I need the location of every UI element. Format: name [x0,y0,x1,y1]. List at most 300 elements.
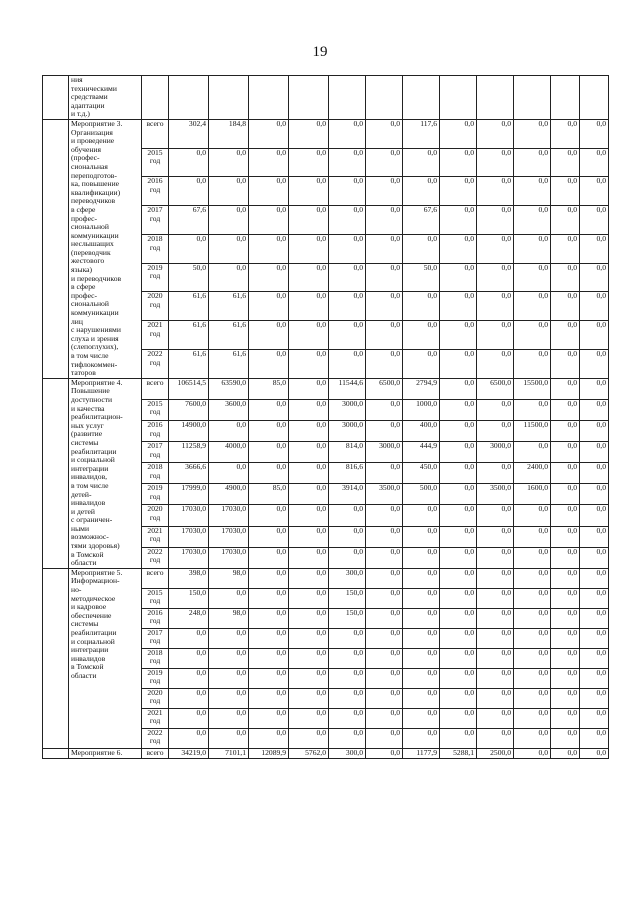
value-cell: 0,0 [289,378,329,399]
value-cell: 0,0 [551,628,580,648]
value-cell: 61,6 [169,349,209,378]
value-cell [580,76,609,120]
activity-line: Организация [71,127,113,137]
value-cell: 0,0 [580,378,609,399]
value-cell: 0,0 [329,263,366,292]
value-cell: 0,0 [551,321,580,350]
activity-line: обеспечение [71,610,112,620]
value-cell [514,76,551,120]
value-cell: 0,0 [514,547,551,568]
year-cell: всего [142,748,169,758]
value-cell: 0,0 [477,505,514,526]
value-cell: 0,0 [551,568,580,588]
table-row [43,119,609,148]
value-cell: 0,0 [551,263,580,292]
year-cell: 2021 год [142,321,169,350]
activity-line: реабилитации [71,446,117,456]
value-cell: 0,0 [366,608,403,628]
value-cell: 0,0 [440,608,477,628]
value-cell: 0,0 [169,628,209,648]
value-cell: 0,0 [551,463,580,484]
value-cell: 0,0 [249,608,289,628]
activity-line: возможнос- [71,532,109,542]
value-cell: 0,0 [477,263,514,292]
year-cell: 2021 год [142,526,169,547]
value-cell: 0,0 [289,234,329,263]
value-cell: 814,0 [329,442,366,463]
value-cell: 3000,0 [329,421,366,442]
value-cell: 0,0 [440,349,477,378]
value-cell: 0,0 [366,321,403,350]
activity-line: лиц [71,316,83,326]
value-cell: 150,0 [329,588,366,608]
value-cell: 150,0 [169,588,209,608]
value-cell: 98,0 [209,608,249,628]
activity-line: ными [71,523,90,533]
value-cell: 0,0 [329,547,366,568]
activity-line: в сфере [71,282,96,292]
activity-line: с ограничен- [71,515,113,525]
page-number: 19 [312,44,328,60]
value-cell: 150,0 [329,608,366,628]
value-cell: 0,0 [329,688,366,708]
value-cell: 0,0 [514,526,551,547]
value-cell [289,76,329,120]
value-cell: 0,0 [169,708,209,728]
value-cell: 500,0 [403,484,440,505]
value-cell: 5288,1 [440,748,477,758]
value-cell: 0,0 [514,442,551,463]
value-cell: 50,0 [403,263,440,292]
activity-line: и кадровое [71,602,107,612]
value-cell: 0,0 [580,349,609,378]
value-cell: 61,6 [209,349,249,378]
value-cell: 3000,0 [477,442,514,463]
value-cell: 0,0 [403,668,440,688]
value-cell: 0,0 [403,321,440,350]
value-cell: 0,0 [514,234,551,263]
activity-line: ных услуг [71,420,104,430]
activity-line: техническими [71,83,117,93]
value-cell: 0,0 [551,547,580,568]
value-cell: 0,0 [580,263,609,292]
value-cell: 0,0 [366,399,403,420]
value-cell: 67,6 [169,206,209,235]
activity-line: но- [71,585,82,595]
year-cell: 2020 год [142,292,169,321]
value-cell: 0,0 [249,148,289,177]
value-cell: 0,0 [580,234,609,263]
value-cell: 0,0 [477,628,514,648]
activity-cell [69,378,142,568]
value-cell: 0,0 [514,588,551,608]
value-cell: 0,0 [329,668,366,688]
year-cell: всего [142,568,169,588]
activity-line: языка) [71,265,93,275]
value-cell: 61,6 [209,292,249,321]
activity-line: интеграции [71,463,109,473]
activity-line: средствами [71,92,108,102]
value-cell: 17030,0 [169,547,209,568]
activity-line: Мероприятие 6. [71,748,123,757]
value-cell: 0,0 [580,505,609,526]
year-cell: 2022 год [142,728,169,748]
value-cell: 0,0 [514,708,551,728]
value-cell: 0,0 [514,505,551,526]
value-cell: 0,0 [366,628,403,648]
value-cell: 117,6 [403,119,440,148]
value-cell: 0,0 [551,668,580,688]
value-cell: 0,0 [440,234,477,263]
value-cell: 0,0 [289,292,329,321]
value-cell: 300,0 [329,748,366,758]
value-cell: 0,0 [209,463,249,484]
activity-line: переводчиков [71,196,116,206]
value-cell: 0,0 [403,588,440,608]
value-cell: 0,0 [366,349,403,378]
value-cell: 0,0 [403,349,440,378]
value-cell: 0,0 [477,688,514,708]
value-cell: 0,0 [403,708,440,728]
value-cell: 61,6 [169,321,209,350]
value-cell: 0,0 [209,177,249,206]
activity-line: методическое [71,593,116,603]
value-cell: 444,9 [403,442,440,463]
value-cell: 2794,9 [403,378,440,399]
value-cell: 0,0 [329,349,366,378]
activity-cell [69,76,142,120]
value-cell: 0,0 [580,421,609,442]
value-cell: 0,0 [551,378,580,399]
value-cell: 3600,0 [209,399,249,420]
value-cell: 0,0 [477,349,514,378]
value-cell: 0,0 [580,177,609,206]
value-cell: 0,0 [289,728,329,748]
value-cell: 0,0 [514,648,551,668]
value-cell: 0,0 [329,526,366,547]
value-cell: 3500,0 [477,484,514,505]
value-cell [209,76,249,120]
value-cell: 0,0 [477,588,514,608]
activity-line: сиональной [71,222,109,232]
activity-line: таторов [71,368,96,378]
value-cell: 0,0 [289,119,329,148]
activity-line: тями здоровья) [71,541,120,551]
value-cell: 0,0 [440,547,477,568]
value-cell [477,76,514,120]
value-cell: 0,0 [329,292,366,321]
value-cell: 0,0 [551,728,580,748]
value-cell: 0,0 [580,321,609,350]
value-cell: 0,0 [289,321,329,350]
value-cell: 0,0 [440,321,477,350]
value-cell: 0,0 [551,484,580,505]
value-cell: 0,0 [551,526,580,547]
value-cell: 0,0 [249,399,289,420]
value-cell: 0,0 [366,547,403,568]
year-cell: 2019 год [142,484,169,505]
value-cell: 0,0 [366,708,403,728]
value-cell: 0,0 [477,568,514,588]
value-cell: 0,0 [551,177,580,206]
value-cell: 0,0 [289,349,329,378]
year-cell: 2017 год [142,628,169,648]
activity-line: профес- [71,290,98,300]
value-cell: 0,0 [289,526,329,547]
value-cell: 0,0 [403,148,440,177]
value-cell: 0,0 [249,292,289,321]
value-cell: 0,0 [440,484,477,505]
value-cell: 0,0 [209,234,249,263]
value-cell: 0,0 [289,628,329,648]
value-cell: 0,0 [366,568,403,588]
value-cell: 0,0 [477,206,514,235]
value-cell: 0,0 [249,688,289,708]
value-cell: 0,0 [477,648,514,668]
value-cell: 0,0 [249,206,289,235]
activity-line: в том числе [71,480,109,490]
value-cell: 0,0 [169,148,209,177]
value-cell: 0,0 [514,119,551,148]
value-cell: 0,0 [403,608,440,628]
activity-line: в сфере [71,204,96,214]
value-cell: 0,0 [551,399,580,420]
value-cell: 0,0 [209,421,249,442]
value-cell: 0,0 [329,708,366,728]
value-cell: 0,0 [289,148,329,177]
value-cell: 0,0 [477,463,514,484]
value-cell: 0,0 [403,648,440,668]
value-cell: 398,0 [169,568,209,588]
year-cell: 2017 год [142,442,169,463]
activity-line: Мероприятие 4. [71,378,123,387]
activity-line: инвалидов [71,498,106,508]
value-cell: 2500,0 [477,748,514,758]
activity-line: коммуникации [71,308,119,318]
index-cell [43,76,69,120]
activity-line: Мероприятие 5. [71,568,123,577]
value-cell: 2400,0 [514,463,551,484]
value-cell: 0,0 [249,442,289,463]
value-cell: 0,0 [289,484,329,505]
activity-line: в Томской [71,662,104,672]
value-cell: 0,0 [169,688,209,708]
value-cell: 0,0 [366,148,403,177]
value-cell: 0,0 [477,728,514,748]
value-cell: 0,0 [440,292,477,321]
value-cell: 0,0 [209,648,249,668]
activity-line: (переводчик [71,247,111,257]
value-cell: 0,0 [477,119,514,148]
activity-line: обучения [71,144,101,154]
value-cell: 0,0 [249,568,289,588]
value-cell: 0,0 [249,648,289,668]
year-cell: 2018 год [142,463,169,484]
value-cell: 0,0 [440,378,477,399]
value-cell: 0,0 [329,505,366,526]
value-cell: 0,0 [514,668,551,688]
value-cell: 0,0 [514,292,551,321]
value-cell: 0,0 [329,648,366,668]
value-cell: 0,0 [249,349,289,378]
year-cell: 2015 год [142,148,169,177]
value-cell: 0,0 [551,588,580,608]
table-row [43,568,609,588]
value-cell: 0,0 [477,321,514,350]
value-cell: 0,0 [209,263,249,292]
value-cell: 3500,0 [366,484,403,505]
value-cell [366,76,403,120]
activity-line: области [71,670,97,680]
activity-line: реабилитацион- [71,412,123,422]
value-cell: 0,0 [580,547,609,568]
activity-line: квалификации) [71,187,121,197]
value-cell: 0,0 [209,728,249,748]
value-cell: 6500,0 [477,378,514,399]
value-cell: 17030,0 [209,505,249,526]
value-cell: 0,0 [403,568,440,588]
value-cell: 0,0 [329,728,366,748]
value-cell: 0,0 [477,177,514,206]
value-cell: 0,0 [580,568,609,588]
activity-line: (профес- [71,153,100,163]
value-cell: 0,0 [403,728,440,748]
value-cell: 0,0 [209,688,249,708]
value-cell: 0,0 [440,648,477,668]
value-cell: 0,0 [209,206,249,235]
value-cell: 0,0 [289,547,329,568]
value-cell: 302,4 [169,119,209,148]
value-cell: 0,0 [289,463,329,484]
value-cell: 0,0 [366,688,403,708]
value-cell: 12089,9 [249,748,289,758]
year-cell: 2015 год [142,588,169,608]
value-cell: 0,0 [403,177,440,206]
value-cell: 50,0 [169,263,209,292]
value-cell: 0,0 [477,526,514,547]
value-cell: 0,0 [580,728,609,748]
value-cell: 248,0 [169,608,209,628]
value-cell: 67,6 [403,206,440,235]
value-cell: 0,0 [249,708,289,728]
value-cell: 0,0 [366,119,403,148]
activity-cell [69,119,142,378]
year-cell: 2019 год [142,263,169,292]
value-cell: 0,0 [289,588,329,608]
activity-line: и качества [71,403,105,413]
value-cell: 0,0 [477,148,514,177]
activity-line: и детей [71,506,95,516]
value-cell: 11500,0 [514,421,551,442]
value-cell: 0,0 [551,148,580,177]
year-cell: 2017 год [142,206,169,235]
value-cell: 0,0 [551,648,580,668]
value-cell: 0,0 [580,399,609,420]
value-cell [440,76,477,120]
value-cell: 0,0 [580,526,609,547]
value-cell: 0,0 [440,728,477,748]
year-cell: всего [142,119,169,148]
value-cell: 0,0 [366,588,403,608]
value-cell: 0,0 [249,505,289,526]
value-cell: 0,0 [440,442,477,463]
value-cell: 0,0 [209,668,249,688]
activity-line: сиональной [71,299,109,309]
value-cell: 0,0 [440,263,477,292]
value-cell: 0,0 [249,119,289,148]
value-cell: 0,0 [514,148,551,177]
value-cell: 0,0 [551,349,580,378]
budget-table [42,75,609,759]
value-cell: 98,0 [209,568,249,588]
value-cell: 0,0 [580,708,609,728]
value-cell: 0,0 [209,628,249,648]
value-cell: 300,0 [329,568,366,588]
value-cell: 0,0 [580,668,609,688]
value-cell: 17030,0 [169,505,209,526]
value-cell: 3914,0 [329,484,366,505]
value-cell: 0,0 [514,688,551,708]
activity-line: с нарушениями [71,325,121,335]
year-cell: 2016 год [142,177,169,206]
value-cell: 0,0 [440,708,477,728]
year-cell: 2019 год [142,668,169,688]
value-cell: 0,0 [551,234,580,263]
value-cell: 0,0 [580,608,609,628]
activity-line: жестового [71,256,105,266]
value-cell: 4900,0 [209,484,249,505]
value-cell: 7101,1 [209,748,249,758]
value-cell: 0,0 [440,505,477,526]
value-cell: 0,0 [329,206,366,235]
value-cell: 0,0 [249,421,289,442]
value-cell: 0,0 [580,148,609,177]
value-cell: 0,0 [366,463,403,484]
value-cell: 0,0 [477,292,514,321]
value-cell: 0,0 [289,648,329,668]
value-cell: 0,0 [514,748,551,758]
value-cell: 0,0 [514,206,551,235]
value-cell: 0,0 [440,526,477,547]
value-cell: 0,0 [477,708,514,728]
value-cell: 0,0 [514,628,551,648]
value-cell: 0,0 [477,421,514,442]
value-cell: 0,0 [403,688,440,708]
index-cell [43,568,69,748]
activity-line: переподготов- [71,170,117,180]
value-cell: 0,0 [209,708,249,728]
activity-line: доступности [71,394,113,404]
year-cell: 2016 год [142,608,169,628]
value-cell: 11258,9 [169,442,209,463]
value-cell [329,76,366,120]
value-cell: 0,0 [440,568,477,588]
activity-line: ка, повышение [71,179,120,189]
value-cell: 85,0 [249,378,289,399]
value-cell: 0,0 [514,349,551,378]
value-cell: 106514,5 [169,378,209,399]
value-cell: 3000,0 [366,442,403,463]
value-cell: 17999,0 [169,484,209,505]
activity-line: и социальной [71,455,115,465]
value-cell: 0,0 [209,148,249,177]
value-cell: 0,0 [329,119,366,148]
value-cell: 0,0 [440,148,477,177]
value-cell: 0,0 [289,206,329,235]
value-cell: 0,0 [551,442,580,463]
value-cell [551,76,580,120]
year-cell: 2020 год [142,688,169,708]
